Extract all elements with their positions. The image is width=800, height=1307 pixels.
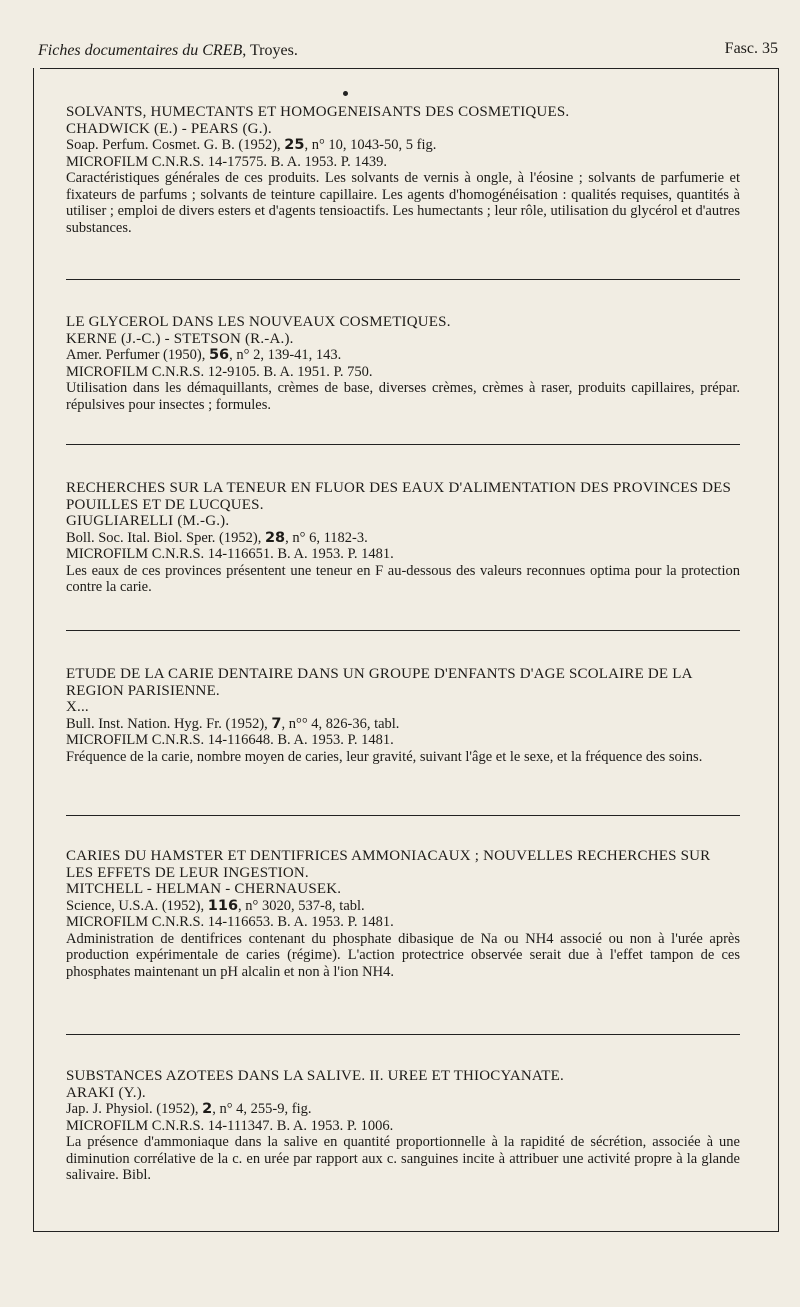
entry-microfilm: MICROFILM C.N.R.S. 12-9105. B. A. 1951. P. 750. bbox=[66, 363, 373, 380]
entry-title: SUBSTANCES AZOTEES DANS LA SALIVE. II. UREE ET THIOCYANATE. bbox=[66, 1068, 564, 1084]
bibliographic-entry bbox=[66, 848, 740, 980]
ref-issue: , n° 2, 139-41, 143. bbox=[229, 347, 342, 363]
entry-microfilm: MICROFILM C.N.R.S. 14-116648. B. A. 1953. P. 1481. bbox=[66, 732, 394, 748]
entry-authors: CHADWICK (E.) - PEARS (G.). bbox=[66, 120, 272, 137]
ref-journal: Boll. Soc. Ital. Biol. Sper. (1952), bbox=[66, 529, 265, 546]
entry-reference bbox=[66, 898, 740, 915]
header-source-italic: Fiches documentaires du CREB bbox=[38, 42, 243, 59]
bibliographic-entry bbox=[66, 104, 740, 236]
entry-authors: KERNE (J.-C.) - STETSON (R.-A.). bbox=[66, 330, 294, 347]
entry-microfilm: MICROFILM C.N.R.S. 14-116653. B. A. 1953. P. 1481. bbox=[66, 914, 394, 930]
entry-microfilm: MICROFILM C.N.R.S. 14-17575. B. A. 1953. P. 1439. bbox=[66, 153, 388, 170]
page-frame bbox=[33, 68, 779, 1232]
ref-journal: Bull. Inst. Nation. Hyg. Fr. (1952), bbox=[66, 715, 272, 732]
entry-abstract: Administration de dentifrices contenant du phosphate dibasique de Na ou NH4 associé ou non à l'urée après production expérimentale de caries (régime). L'action protectrice observée serait due à l'effet tampon de ces phosphates maintenant un pH alcalin et non à l'ion NH4. bbox=[66, 930, 740, 980]
entry-authors: GIUGLIARELLI (M.-G.). bbox=[66, 513, 230, 529]
bibliographic-entry bbox=[66, 666, 740, 765]
bibliographic-entry bbox=[66, 1068, 740, 1184]
entry-reference bbox=[66, 530, 740, 547]
ref-volume: 116 bbox=[207, 897, 239, 914]
entry-title: LE GLYCEROL DANS LES NOUVEAUX COSMETIQUES. bbox=[66, 314, 451, 330]
ref-issue: , n° 10, 1043-50, 5 fig. bbox=[304, 137, 437, 153]
entry-title: CARIES DU HAMSTER ET DENTIFRICES AMMONIACAUX ; NOUVELLES RECHERCHES SUR LES EFFETS DE LEUR INGESTION. bbox=[66, 848, 711, 881]
ref-journal: Soap. Perfum. Cosmet. G. B. (1952), bbox=[66, 137, 285, 153]
entry-abstract: Caractéristiques générales de ces produits. Les solvants de vernis à ongle, à l'éosine ; solvants de parfumerie et fixateurs de parfums ; solvants de teinture capillaire. Les agents d'homogénéisation : qualités requises, quantités à utiliser ; emploi de divers esters et d'agents tensioactifs. Les humectants ; leur rôle, utilisation du glycérol et d'autres substances. bbox=[66, 170, 740, 236]
entry-separator bbox=[66, 815, 740, 816]
header-source bbox=[38, 42, 298, 60]
ref-issue: , n°° 4, 826-36, tabl. bbox=[281, 715, 400, 732]
entry-reference bbox=[66, 1101, 740, 1118]
ref-issue: , n° 4, 255-9, fig. bbox=[212, 1101, 312, 1117]
entry-abstract: Utilisation dans les démaquillants, crèmes de base, diverses crèmes, crèmes à raser, produits capillaires, prépar. répulsives pour insectes ; formules. bbox=[66, 380, 740, 413]
ref-volume: 56 bbox=[208, 347, 230, 363]
entry-separator bbox=[66, 444, 740, 445]
entry-abstract: Les eaux de ces provinces présentent une teneur en F au-dessous des valeurs reconnues optima pour la protection contre la carie. bbox=[66, 562, 740, 595]
page-header bbox=[38, 42, 778, 66]
entry-abstract: La présence d'ammoniaque dans la salive en quantité proportionnelle à la rapidité de sécrétion, associée à une diminution corrélative de la c. en urée par rapport aux c. sanguines incite à attribuer une activité propre à la glande salivaire. Bibl. bbox=[66, 1134, 740, 1183]
ref-volume: 2 bbox=[202, 1101, 213, 1117]
entry-reference bbox=[66, 347, 740, 364]
entry-separator bbox=[66, 279, 740, 280]
ink-dot bbox=[343, 91, 348, 96]
entry-authors: X... bbox=[66, 699, 89, 715]
entry-authors: MITCHELL - HELMAN - CHERNAUSEK. bbox=[66, 881, 342, 897]
entry-abstract: Fréquence de la carie, nombre moyen de caries, leur gravité, suivant l'âge et le sexe, et la fréquence des soins. bbox=[66, 748, 703, 765]
ref-issue: , n° 6, 1182-3. bbox=[285, 529, 368, 546]
ref-volume: 28 bbox=[264, 529, 286, 546]
header-source-plain: , Troyes. bbox=[242, 42, 298, 59]
entry-title: RECHERCHES SUR LA TENEUR EN FLUOR DES EAUX D'ALIMENTATION DES PROVINCES DES POUILLES ET DE LUCQUES. bbox=[66, 480, 732, 513]
ref-issue: , n° 3020, 537-8, tabl. bbox=[238, 897, 365, 914]
entry-separator bbox=[66, 630, 740, 631]
ref-volume: 7 bbox=[271, 715, 282, 732]
entry-reference bbox=[66, 716, 740, 733]
entry-reference bbox=[66, 137, 740, 154]
ref-volume: 25 bbox=[284, 137, 305, 153]
entry-microfilm: MICROFILM C.N.R.S. 14-116651. B. A. 1953. P. 1481. bbox=[66, 546, 394, 562]
entry-title: SOLVANTS, HUMECTANTS ET HOMOGENEISANTS DES COSMETIQUES. bbox=[66, 104, 570, 120]
entry-separator bbox=[66, 1034, 740, 1035]
ref-journal: Amer. Perfumer (1950), bbox=[66, 347, 209, 363]
bibliographic-entry bbox=[66, 480, 740, 596]
entry-authors: ARAKI (Y.). bbox=[66, 1084, 146, 1101]
ref-journal: Jap. J. Physiol. (1952), bbox=[66, 1101, 203, 1117]
bibliographic-entry bbox=[66, 314, 740, 413]
entry-microfilm: MICROFILM C.N.R.S. 14-111347. B. A. 1953. P. 1006. bbox=[66, 1117, 394, 1134]
entry-title: ETUDE DE LA CARIE DENTAIRE DANS UN GROUPE D'ENFANTS D'AGE SCOLAIRE DE LA REGION PARISIENNE. bbox=[66, 666, 692, 699]
ref-journal: Science, U.S.A. (1952), bbox=[66, 897, 208, 914]
header-fascicle: Fasc. 35 bbox=[724, 40, 778, 57]
